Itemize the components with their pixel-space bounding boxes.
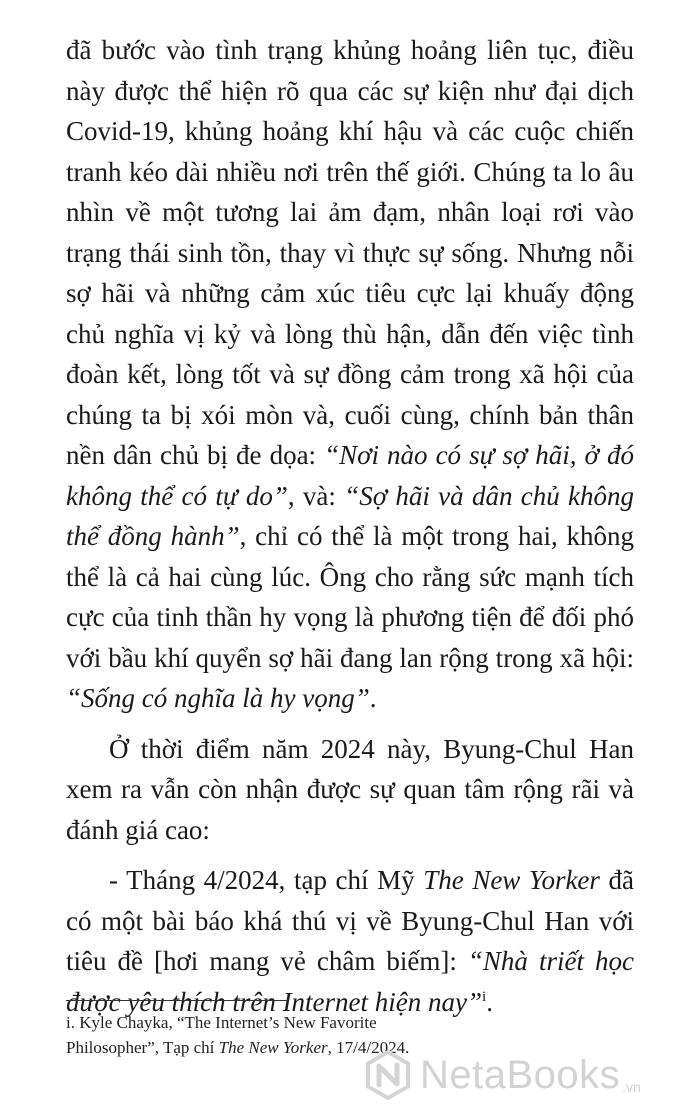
quote-fear-democracy: “Sợ hãi và dân chủ không thể đồng hành” [66,480,634,551]
text-run: , chỉ có thể là một trong hai, không thể là cả hai cùng lúc. Ông cho rằng sức mạnh tích cực của tinh thần hy vọng là phương tiện để đối phó với bầu khí quyển sợ hãi đang lan rộng trong xã hội: [66,521,634,673]
footnote-divider [66,1000,288,1001]
page-body [66,30,634,1022]
quote-fear-freedom: “Nơi nào có sự sợ hãi, ở đó không thể có tự do” [66,440,634,511]
netabooks-logo-icon [362,1049,414,1101]
text-run: . [486,986,493,1017]
text-run: - Tháng 4/2024, tạp chí Mỹ [109,865,424,895]
text-run: , 17/4/2024. [327,1038,410,1057]
netabooks-watermark [362,1047,692,1103]
quote-article-title: “Nhà triết học được yêu thích trên Internet hiện nay” [66,946,634,1017]
quote-living-hope: “Sống có nghĩa là hy vọng” [66,683,370,713]
paragraph-new-yorker [66,860,634,1022]
watermark-brand: NetaBooks [420,1052,621,1097]
paragraph-crisis [66,30,634,719]
paragraph-2024: Ở thời điểm năm 2024 này, Byung-Chul Han xem ra vẫn còn nhận được sự quan tâm rộng rãi và đánh giá cao: [66,733,634,845]
text-run: . [369,683,377,713]
watermark-suffix: .vn [622,1079,641,1095]
text-run: đã bước vào tình trạng khủng hoảng liên tục, điều này được thể hiện rõ qua các sự kiện như đại dịch Covid-19, khủng hoảng khí hậu và các cuộc chiến tranh kéo dài nhiều nơi trên thế giới. Chúng ta lo âu nhìn về một tương lai ảm đạm, nhân loại rơi vào trạng thái sinh tồn, thay vì thực sự sống. Nhưng nỗi sợ hãi và những cảm xúc tiêu cực lại khuấy động chủ nghĩa vị kỷ và lòng thù hận, dẫn đến việc tình đoàn kết, lòng tốt và sự đồng cảm trong xã hội của chúng ta bị xói mòn và, cuối cùng, chính bản thân nền dân chủ bị đe dọa: [66,35,634,470]
text-run: đã có một bài báo khá thú vị về Byung-Chul Han với tiêu đề [hơi mang vẻ châm biếm]: [66,865,635,976]
footnote-reference[interactable]: i [482,988,487,1005]
text-run: , và: [287,480,345,511]
footnote-magazine-title: The New Yorker [218,1038,328,1057]
text-run: i. Kyle Chayka, “The Internet’s New Favorite Philosopher”, Tạp chí [66,1013,377,1057]
magazine-title: The New Yorker [423,865,600,895]
